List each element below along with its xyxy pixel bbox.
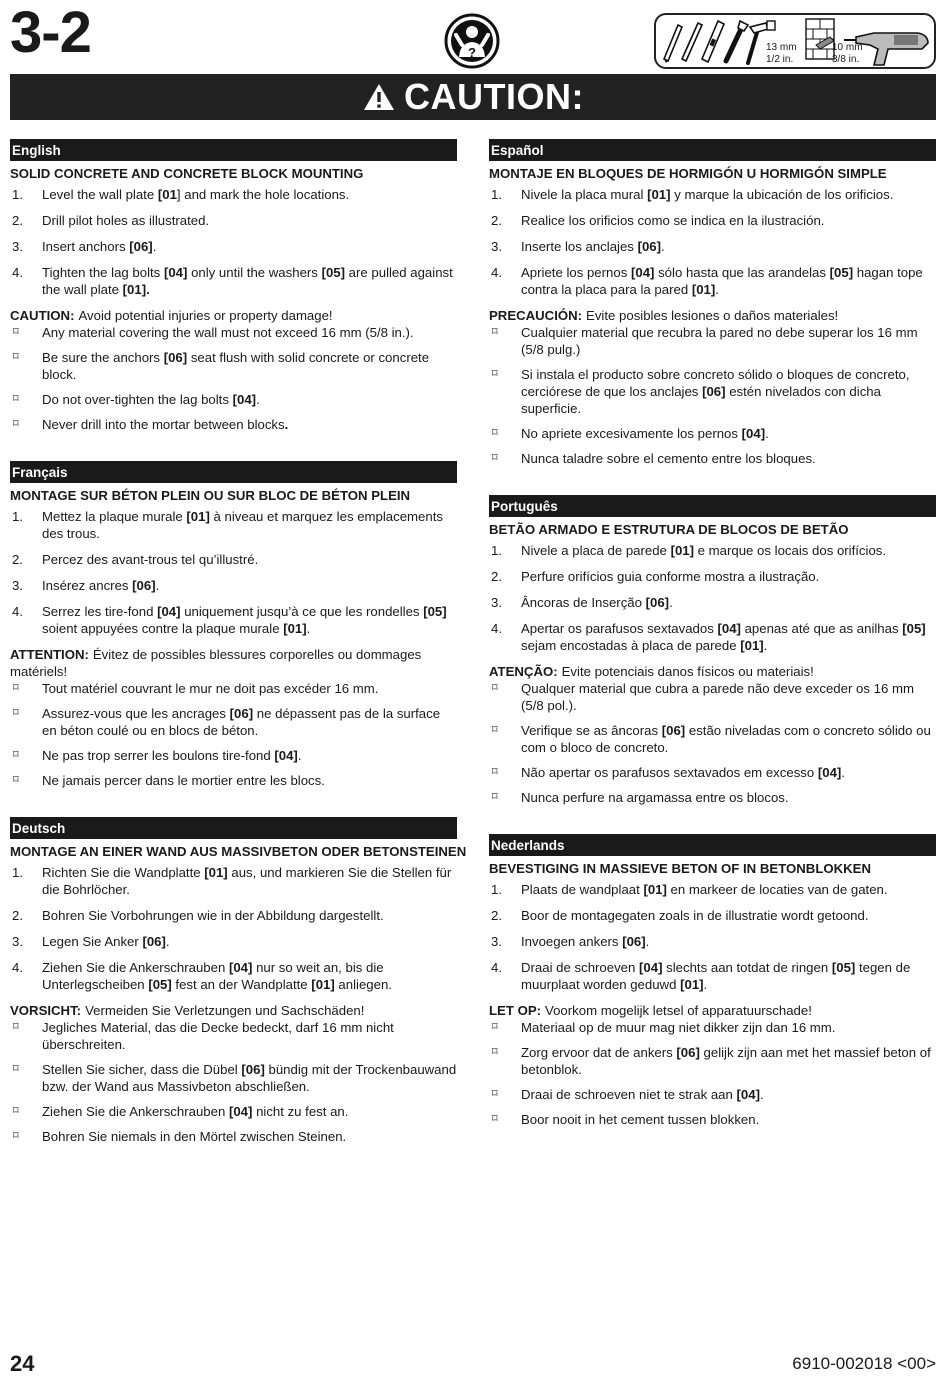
caution-bullet <box>10 680 457 697</box>
step-item <box>489 186 936 203</box>
step-item <box>10 933 457 950</box>
step-number-label: 1. <box>12 865 23 880</box>
bullet-mark-icon: ⌑ <box>13 749 19 761</box>
caution-label: LET OP: <box>489 1003 542 1018</box>
caution-bullet <box>489 1086 936 1103</box>
caution-text: Avoid potential injuries or property damage! <box>78 308 333 323</box>
step-item <box>10 551 457 568</box>
section-title: BEVESTIGING IN MASSIEVE BETON OF IN BETONBLOKKEN <box>489 861 871 876</box>
section-en <box>10 139 457 441</box>
step-text: Nivele la placa mural [01] y marque la ubicación de los orificios. <box>521 187 894 202</box>
step-number-label: 2. <box>12 552 23 567</box>
step-text: Insert anchors [06]. <box>42 239 157 254</box>
caution-bullet <box>10 772 457 789</box>
language-header: Nederlands <box>489 834 936 856</box>
step-text: Boor de montagegaten zoals in de illustratie wordt getoond. <box>521 908 869 923</box>
caution-bullet <box>10 1061 457 1095</box>
step-item <box>489 568 936 585</box>
step-text: Ziehen Sie die Ankerschrauben [04] nur so weit an, bis die Unterlegscheiben [05] fest an der Wandplatte [01] anliegen. <box>42 960 392 992</box>
bullet-text: Verifique se as âncoras [06] estão niveladas com o concreto sólido ou com o bloco de concreto. <box>521 723 931 755</box>
step-number-label: 1. <box>12 187 23 202</box>
caution-text: Voorkom mogelijk letsel of apparatuurschade! <box>545 1003 812 1018</box>
section-es <box>489 139 936 475</box>
step-number-label: 3. <box>12 934 23 949</box>
step-text: Bohren Sie Vorbohrungen wie in der Abbildung dargestellt. <box>42 908 384 923</box>
caution-line <box>489 663 936 680</box>
step-text: Drill pilot holes as illustrated. <box>42 213 210 228</box>
bullet-text: Bohren Sie niemals in den Mörtel zwischen Steinen. <box>42 1129 347 1144</box>
bullet-mark-icon: ⌑ <box>13 1130 19 1142</box>
step-text: Apriete los pernos [04] sólo hasta que las arandelas [05] hagan tope contra la placa para la pared [01]. <box>521 265 923 297</box>
step-list <box>489 542 936 654</box>
caution-bullet <box>489 764 936 781</box>
bullet-mark-icon: ⌑ <box>13 1105 19 1117</box>
step-text: Mettez la plaque murale [01] à niveau et marquez les emplacements des trous. <box>42 509 443 541</box>
step-list <box>489 881 936 993</box>
caution-bullet <box>10 1019 457 1053</box>
caution-bullet <box>489 1019 936 1036</box>
step-list <box>10 864 457 993</box>
step-number-label: 2. <box>12 908 23 923</box>
bullet-text: Materiaal op de muur mag niet dikker zijn dan 16 mm. <box>521 1020 836 1035</box>
step-text: Realice los orificios como se indica en la ilustración. <box>521 213 825 228</box>
pen-icon <box>682 23 702 61</box>
bullet-mark-icon: ⌑ <box>492 1088 498 1100</box>
caution-bullets <box>10 680 457 789</box>
caution-bullet <box>10 324 457 341</box>
caution-text: Évitez de possibles blessures corporelles ou dommages matériels! <box>10 647 422 679</box>
svg-text:?: ? <box>468 45 476 60</box>
caution-bullet <box>489 366 936 417</box>
step-text: Inserte los anclajes [06]. <box>521 239 665 254</box>
caution-bullet <box>10 1128 457 1145</box>
caution-bullets <box>489 1019 936 1128</box>
bullet-text: Tout matériel couvrant le mur ne doit pas excéder 16 mm. <box>42 681 379 696</box>
step-text: Level the wall plate [01] and mark the hole locations. <box>42 187 350 202</box>
caution-label: PRECAUCIÓN: <box>489 308 583 323</box>
step-number-label: 3. <box>491 239 502 254</box>
caution-line <box>10 1002 457 1019</box>
bullet-text: Be sure the anchors [06] seat flush with solid concrete or concrete block. <box>42 350 430 382</box>
language-header: Deutsch <box>10 817 457 839</box>
caution-text: Vermeiden Sie Verletzungen und Sachschäden! <box>85 1003 365 1018</box>
step-item <box>489 881 936 898</box>
caution-label: VORSICHT: <box>10 1003 82 1018</box>
bullet-mark-icon: ⌑ <box>492 791 498 803</box>
language-header: Español <box>489 139 936 161</box>
bullet-mark-icon: ⌑ <box>492 427 498 439</box>
caution-bullets <box>489 324 936 467</box>
step-item <box>10 238 457 255</box>
caution-text: Evite posibles lesiones o daños materiales! <box>586 308 839 323</box>
bullet-text: Draai de schroeven niet te strak aan [04]. <box>521 1087 764 1102</box>
step-text: Percez des avant-trous tel qu’illustré. <box>42 552 259 567</box>
caution-bullet <box>489 1044 936 1078</box>
bullet-text: Assurez-vous que les ancrages [06] ne dépassent pas de la surface en béton coulé ou en blocs de béton. <box>42 706 441 738</box>
bullet-text: Stellen Sie sicher, dass die Dübel [06] bündig mit der Trockenbauwand bzw. der Wand aus Massivbeton abschließen. <box>42 1062 457 1094</box>
document-number: 6910-002018 <00> <box>792 1354 936 1373</box>
step-text: Richten Sie die Wandplatte [01] aus, und markieren Sie die Stellen für die Bohrlöcher. <box>42 865 452 897</box>
step-number-label: 4. <box>12 604 23 619</box>
step-number-label: 2. <box>491 908 502 923</box>
step-text: Perfure orifícios guia conforme mostra a ilustração. <box>521 569 820 584</box>
step-number-label: 3. <box>491 934 502 949</box>
bullet-text: Qualquer material que cubra a parede não deve exceder os 16 mm (5/8 pol.). <box>521 681 914 713</box>
bullet-mark-icon: ⌑ <box>13 774 19 786</box>
bullet-mark-icon: ⌑ <box>13 1021 19 1033</box>
caution-bullets <box>489 680 936 806</box>
step-item <box>10 603 457 637</box>
caution-label: ATTENTION: <box>10 647 89 662</box>
bullet-text: Boor nooit in het cement tussen blokken. <box>521 1112 760 1127</box>
caution-bullet <box>489 450 936 467</box>
warning-triangle-icon <box>362 82 396 112</box>
caution-text: Evite potenciais danos físicos ou materiais! <box>561 664 814 679</box>
caution-bullet <box>10 1103 457 1120</box>
step-text: Plaats de wandplaat [01] en markeer de locaties van de gaten. <box>521 882 888 897</box>
caution-bullet <box>489 722 936 756</box>
step-number-label: 4. <box>12 960 23 975</box>
section-title: MONTAGE AN EINER WAND AUS MASSIVBETON ODER BETONSTEINEN <box>10 844 467 859</box>
bullet-mark-icon: ⌑ <box>492 368 498 380</box>
step-number-label: 4. <box>491 265 502 280</box>
step-list <box>10 508 457 637</box>
caution-bullet <box>10 705 457 739</box>
bullet-mark-icon: ⌑ <box>492 1021 498 1033</box>
bullet-text: Ne jamais percer dans le mortier entre les blocs. <box>42 773 325 788</box>
step-number-label: 4. <box>491 621 502 636</box>
step-item <box>489 594 936 611</box>
bullet-mark-icon: ⌑ <box>492 326 498 338</box>
caution-bullets <box>10 1019 457 1145</box>
step-text: Tighten the lag bolts [04] only until the washers [05] are pulled against the wall plate [01]. <box>42 265 453 297</box>
bullet-mark-icon: ⌑ <box>13 682 19 694</box>
bullet-mark-icon: ⌑ <box>492 1046 498 1058</box>
caution-line <box>489 1002 936 1019</box>
step-text: Âncoras de Inserção [06]. <box>521 595 673 610</box>
step-number-label: 4. <box>12 265 23 280</box>
bullet-text: Não apertar os parafusos sextavados em excesso [04]. <box>521 765 845 780</box>
step-list <box>10 186 457 298</box>
bullet-mark-icon: ⌑ <box>492 452 498 464</box>
step-number-label: 3. <box>12 239 23 254</box>
bullet-text: Cualquier material que recubra la pared no debe superar los 16 mm (5/8 pulg.) <box>521 325 918 357</box>
step-item <box>10 508 457 542</box>
bullet-mark-icon: ⌑ <box>13 351 19 363</box>
step-number-label: 2. <box>491 569 502 584</box>
bullet-mark-icon: ⌑ <box>13 418 19 430</box>
bullet-text: Ziehen Sie die Ankerschrauben [04] nicht zu fest an. <box>42 1104 349 1119</box>
step-item <box>10 186 457 203</box>
step-item <box>489 238 936 255</box>
step-number: 3-2 <box>10 0 91 65</box>
step-text: Draai de schroeven [04] slechts aan totdat de ringen [05] tegen de muurplaat worden geduwd [01]. <box>521 960 911 992</box>
bullet-mark-icon: ⌑ <box>13 1063 19 1075</box>
bullet-mark-icon: ⌑ <box>13 326 19 338</box>
section-pt <box>489 495 936 814</box>
socket-size-label: 13 mm <box>766 42 797 53</box>
level-icon <box>702 21 724 62</box>
step-number-label: 1. <box>12 509 23 524</box>
tools-panel <box>654 13 936 69</box>
caution-label: CAUTION: <box>10 308 75 323</box>
caution-bullets <box>10 324 457 433</box>
step-item <box>10 907 457 924</box>
step-item <box>489 907 936 924</box>
caution-bullet <box>489 324 936 358</box>
bit-size-label: 10 mm <box>832 42 863 53</box>
bullet-mark-icon: ⌑ <box>492 724 498 736</box>
language-header: Français <box>10 461 457 483</box>
step-item <box>10 864 457 898</box>
bullet-text: Jegliches Material, das die Decke bedeckt, darf 16 mm nicht überschreiten. <box>42 1020 394 1052</box>
caution-bullet <box>10 416 457 433</box>
step-item <box>489 542 936 559</box>
caution-bullet <box>10 391 457 408</box>
wall-icon <box>806 19 834 59</box>
step-number-label: 3. <box>491 595 502 610</box>
step-number-label: 4. <box>491 960 502 975</box>
caution-line <box>10 646 457 680</box>
step-number-label: 3. <box>12 578 23 593</box>
caution-bullet <box>10 747 457 764</box>
bullet-text: No apriete excesivamente los pernos [04]. <box>521 426 769 441</box>
step-text: Apertar os parafusos sextavados [04] apenas até que as anilhas [05] sejam encostadas à placa de parede [01]. <box>521 621 926 653</box>
step-text: Legen Sie Anker [06]. <box>42 934 170 949</box>
section-title: BETÃO ARMADO E ESTRUTURA DE BLOCOS DE BETÃO <box>489 522 849 537</box>
bullet-text: Nunca perfure na argamassa entre os blocos. <box>521 790 789 805</box>
step-list <box>489 186 936 298</box>
bit-size-inch-label: 3/8 in. <box>832 54 860 65</box>
step-text: Insérez ancres [06]. <box>42 578 160 593</box>
bullet-text: Si instala el producto sobre concreto sólido o bloques de concreto, cerciórese de que los anclajes [06] estén nivelados con dicha superficie. <box>521 367 910 416</box>
bullet-mark-icon: ⌑ <box>492 682 498 694</box>
step-item <box>489 620 936 654</box>
caution-bullet <box>489 789 936 806</box>
pencil-icon <box>664 25 682 63</box>
section-fr <box>10 461 457 797</box>
step-item <box>489 212 936 229</box>
caution-line <box>489 307 936 324</box>
caution-bullet <box>10 349 457 383</box>
step-item <box>489 959 936 993</box>
step-text: Serrez les tire-fond [04] uniquement jusqu’à ce que les rondelles [05] soient appuyées contre la plaque murale [01]. <box>42 604 447 636</box>
step-number-label: 1. <box>491 187 502 202</box>
step-number-label: 2. <box>491 213 502 228</box>
language-header: Português <box>489 495 936 517</box>
socket-size-inch-label: 1/2 in. <box>766 54 794 65</box>
bullet-text: Never drill into the mortar between blocks. <box>42 417 289 432</box>
help-person-icon <box>444 13 500 69</box>
step-item <box>489 264 936 298</box>
step-item <box>10 212 457 229</box>
section-nl <box>489 834 936 1136</box>
bullet-text: Ne pas trop serrer les boulons tire-fond [04]. <box>42 748 302 763</box>
bullet-text: Do not over-tighten the lag bolts [04]. <box>42 392 260 407</box>
section-title: SOLID CONCRETE AND CONCRETE BLOCK MOUNTING <box>10 166 364 181</box>
step-item <box>10 264 457 298</box>
language-header: English <box>10 139 457 161</box>
bullet-mark-icon: ⌑ <box>492 1113 498 1125</box>
caution-bullet <box>489 1111 936 1128</box>
step-text: Invoegen ankers [06]. <box>521 934 650 949</box>
wrench-icon <box>726 21 748 61</box>
section-de <box>10 817 467 1153</box>
caution-line <box>10 307 457 324</box>
bullet-text: Zorg ervoor dat de ankers [06] gelijk zijn aan met het massief beton of betonblok. <box>521 1045 931 1077</box>
step-item <box>489 933 936 950</box>
bullet-text: Nunca taladre sobre el cemento entre los bloques. <box>521 451 816 466</box>
step-number-label: 1. <box>491 882 502 897</box>
bullet-text: Any material covering the wall must not exceed 16 mm (5/8 in.). <box>42 325 414 340</box>
step-item <box>10 577 457 594</box>
bullet-mark-icon: ⌑ <box>13 707 19 719</box>
bullet-mark-icon: ⌑ <box>13 393 19 405</box>
page-number: 24 <box>10 1351 35 1376</box>
step-number-label: 1. <box>491 543 502 558</box>
step-item <box>10 959 457 993</box>
bullet-mark-icon: ⌑ <box>492 766 498 778</box>
caution-banner <box>10 74 936 120</box>
step-text: Nivele a placa de parede [01] e marque os locais dos orifícios. <box>521 543 887 558</box>
caution-bullet <box>489 680 936 714</box>
caution-bullet <box>489 425 936 442</box>
caution-label: ATENÇÃO: <box>489 664 558 679</box>
section-title: MONTAGE SUR BÉTON PLEIN OU SUR BLOC DE BÉTON PLEIN <box>10 488 411 503</box>
step-number-label: 2. <box>12 213 23 228</box>
caution-banner-text: CAUTION: <box>404 76 584 117</box>
section-title: MONTAJE EN BLOQUES DE HORMIGÓN U HORMIGÓN SIMPLE <box>489 166 887 181</box>
